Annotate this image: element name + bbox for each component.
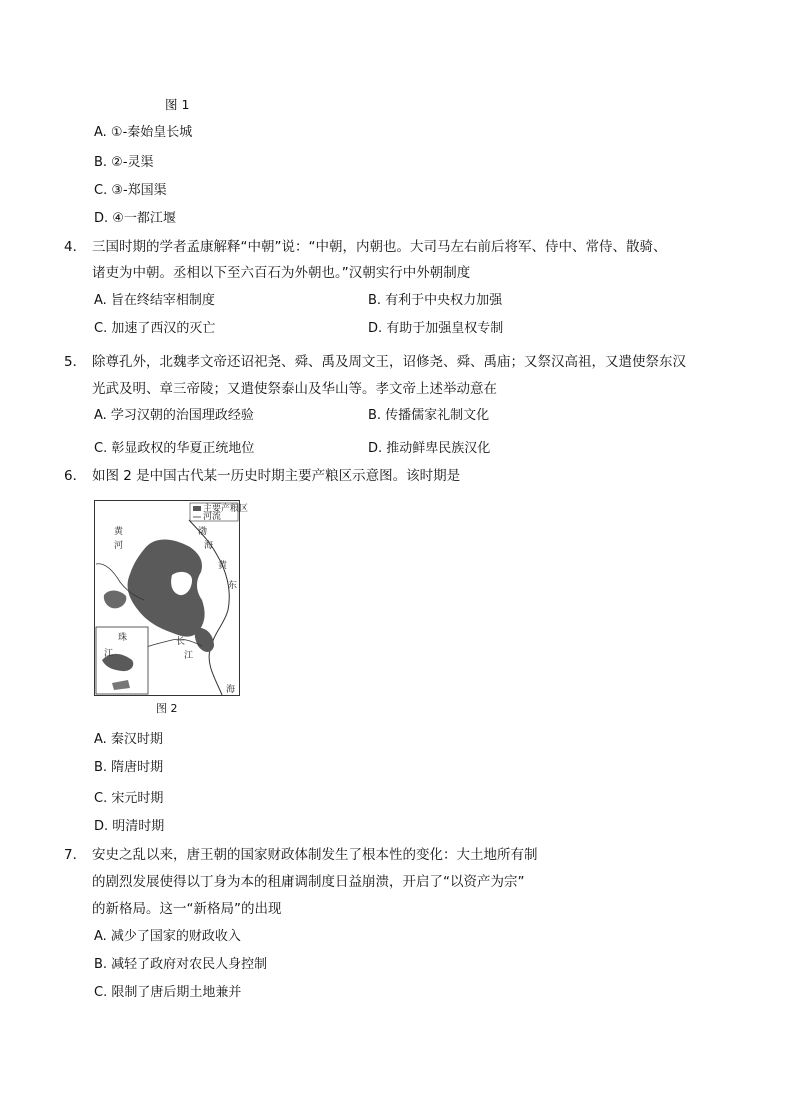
q4-option-a: A. 旨在终结宰相制度 — [94, 293, 215, 308]
q7-stem-line-1: 安史之乱以来，唐王朝的国家财政体制发生了根本性的变化：大土地所有制 — [92, 847, 538, 863]
grain-region-map-svg — [94, 500, 249, 696]
q6-number: 6． — [64, 468, 87, 484]
q7-number: 7． — [64, 847, 87, 863]
q6-option-b: B. 隋唐时期 — [94, 760, 164, 775]
legend-river-label: 河流 — [203, 512, 222, 522]
q6-stem: 如图 2 是中国古代某一历史时期主要产粮区示意图。该时期是 — [92, 468, 461, 484]
q4-stem-line-2: 诸吏为中朝。丞相以下至六百石为外朝也。”汉朝实行中外朝制度 — [92, 265, 471, 281]
grain-region-map — [94, 500, 249, 696]
q4-number: 4． — [64, 239, 87, 255]
q4-option-d: D. 有助于加强皇权专制 — [368, 321, 504, 336]
q5-option-a: A. 学习汉朝的治国理政经验 — [94, 408, 254, 423]
figure-1-caption: 图 1 — [165, 97, 190, 112]
q7-option-a: A. 减少了国家的财政收入 — [94, 929, 241, 944]
q3-option-d: D. ④一都江堰 — [94, 211, 176, 226]
q7-option-b: B. 减轻了政府对农民人身控制 — [94, 957, 268, 972]
map-label-bo-1: 渤 — [198, 527, 208, 537]
q5-option-c: C. 彰显政权的华夏正统地位 — [94, 441, 255, 456]
q6-option-a: A. 秦汉时期 — [94, 732, 163, 747]
map-label-sea: 海 — [226, 685, 236, 695]
q7-option-c: C. 限制了唐后期土地兼并 — [94, 985, 242, 1000]
map-label-east: 东 — [228, 581, 238, 591]
map-label-yellow-sea: 黄 — [218, 561, 228, 571]
q3-option-b: B. ②-灵渠 — [94, 155, 154, 170]
q4-stem-line-1: 三国时期的学者孟康解释“中朝”说：“中朝，内朝也。大司马左右前后将军、侍中、常侍、散骑、 — [92, 239, 667, 255]
q3-option-a: A. ①-秦始皇长城 — [94, 125, 193, 140]
q4-option-b: B. 有利于中央权力加强 — [368, 293, 503, 308]
q5-stem-line-1: 除尊孔外，北魏孝文帝还诏祀尧、舜、禹及周文王，诏修尧、舜、禹庙；又祭汉高祖，又遣使祭东汉 — [92, 354, 686, 370]
q5-number: 5． — [64, 354, 87, 370]
map-label-pearl-2: 江 — [104, 649, 114, 659]
q4-option-c: C. 加速了西汉的灭亡 — [94, 321, 216, 336]
map-label-pearl-1: 珠 — [118, 633, 128, 643]
q7-stem-line-3: 的新格局。这一“新格局”的出现 — [92, 901, 282, 917]
map-label-yellow-river-1: 黄 — [114, 527, 124, 537]
q3-option-c: C. ③-郑国渠 — [94, 183, 167, 198]
map-label-yellow-river-2: 河 — [114, 541, 124, 551]
legend-area-swatch — [193, 506, 201, 511]
q6-option-d: D. 明清时期 — [94, 819, 165, 834]
q5-option-d: D. 推动鲜卑民族汉化 — [368, 441, 491, 456]
q6-option-c: C. 宋元时期 — [94, 791, 164, 806]
legend-area-label: 主要产粮区 — [203, 504, 249, 514]
map-label-yangtze-1: 长 — [176, 637, 186, 647]
map-label-bo-2: 海 — [204, 541, 214, 551]
q5-stem-line-2: 光武及明、章三帝陵；又遣使祭泰山及华山等。孝文帝上述举动意在 — [92, 381, 497, 397]
figure-2-caption: 图 2 — [156, 702, 178, 715]
q5-option-b: B. 传播儒家礼制文化 — [368, 408, 490, 423]
map-label-yangtze-2: 江 — [184, 651, 194, 661]
q7-stem-line-2: 的剧烈发展使得以丁身为本的租庸调制度日益崩溃，开启了“以资产为宗” — [92, 874, 525, 890]
